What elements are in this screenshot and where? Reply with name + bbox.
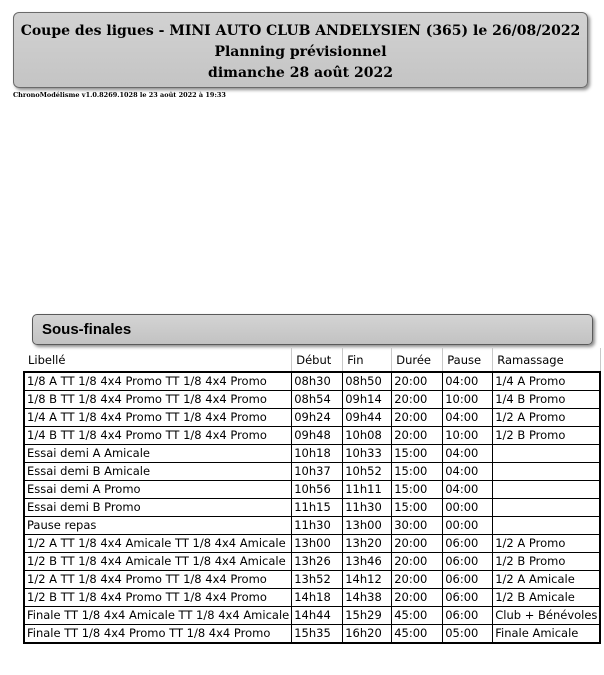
cell-ramassage: 1/4 B Promo: [493, 391, 601, 409]
cell-fin: 09h44: [343, 409, 392, 427]
cell-ramassage: [493, 517, 601, 535]
cell-ramassage: 1/2 B Promo: [493, 553, 601, 571]
cell-libelle: 1/2 B TT 1/8 4x4 Amicale TT 1/8 4x4 Amicale: [24, 553, 292, 571]
table-row: [24, 607, 600, 625]
cell-ramassage: 1/2 A Amicale: [493, 571, 601, 589]
cell-duree: 20:00: [392, 409, 443, 427]
document-title: Coupe des ligues - MINI AUTO CLUB ANDELYSIEN (365) le 26/08/2022: [20, 23, 581, 39]
cell-debut: 15h35: [292, 625, 343, 644]
cell-fin: 13h20: [343, 535, 392, 553]
table-row: [24, 372, 600, 391]
table-row: [24, 589, 600, 607]
cell-debut: 08h54: [292, 391, 343, 409]
table-row: [24, 553, 600, 571]
column-header-duree: Durée: [392, 348, 443, 372]
cell-fin: 14h38: [343, 589, 392, 607]
cell-pause: 06:00: [443, 571, 493, 589]
cell-libelle: 1/4 B TT 1/8 4x4 Promo TT 1/8 4x4 Promo: [24, 427, 292, 445]
schedule-body: [24, 372, 600, 643]
cell-pause: 04:00: [443, 372, 493, 391]
table-row: [24, 427, 600, 445]
cell-fin: 16h20: [343, 625, 392, 644]
cell-fin: 11h30: [343, 499, 392, 517]
cell-libelle: 1/8 B TT 1/8 4x4 Promo TT 1/8 4x4 Promo: [24, 391, 292, 409]
cell-ramassage: 1/4 A Promo: [493, 372, 601, 391]
cell-pause: 05:00: [443, 625, 493, 644]
column-header-libelle: Libellé: [24, 348, 292, 372]
cell-duree: 45:00: [392, 607, 443, 625]
cell-pause: 04:00: [443, 481, 493, 499]
cell-libelle: Essai demi B Promo: [24, 499, 292, 517]
cell-libelle: Essai demi A Amicale: [24, 445, 292, 463]
cell-duree: 30:00: [392, 517, 443, 535]
cell-debut: 09h24: [292, 409, 343, 427]
cell-duree: 20:00: [392, 553, 443, 571]
table-row: [24, 463, 600, 481]
cell-fin: 14h12: [343, 571, 392, 589]
section-title: Sous-finales: [42, 321, 132, 338]
cell-libelle: 1/2 B TT 1/8 4x4 Promo TT 1/8 4x4 Promo: [24, 589, 292, 607]
column-header-ramassage: Ramassage: [493, 348, 601, 372]
cell-duree: 15:00: [392, 499, 443, 517]
cell-debut: 09h48: [292, 427, 343, 445]
schedule-table: [23, 348, 601, 644]
cell-ramassage: [493, 499, 601, 517]
cell-debut: 10h56: [292, 481, 343, 499]
cell-duree: 20:00: [392, 427, 443, 445]
document-subtitle: Planning prévisionnel: [214, 44, 387, 60]
cell-libelle: Essai demi B Amicale: [24, 463, 292, 481]
table-row: [24, 391, 600, 409]
cell-fin: 15h29: [343, 607, 392, 625]
cell-fin: 10h52: [343, 463, 392, 481]
cell-libelle: Essai demi A Promo: [24, 481, 292, 499]
cell-pause: 10:00: [443, 427, 493, 445]
cell-ramassage: [493, 481, 601, 499]
cell-fin: 13h00: [343, 517, 392, 535]
cell-ramassage: 1/2 A Promo: [493, 409, 601, 427]
table-row: [24, 535, 600, 553]
cell-duree: 20:00: [392, 372, 443, 391]
cell-debut: 10h18: [292, 445, 343, 463]
cell-fin: 10h33: [343, 445, 392, 463]
cell-duree: 15:00: [392, 445, 443, 463]
cell-fin: 13h46: [343, 553, 392, 571]
cell-ramassage: Club + Bénévoles: [493, 607, 601, 625]
table-row: [24, 445, 600, 463]
cell-ramassage: Finale Amicale: [493, 625, 601, 644]
cell-ramassage: 1/2 B Amicale: [493, 589, 601, 607]
cell-libelle: 1/8 A TT 1/8 4x4 Promo TT 1/8 4x4 Promo: [24, 372, 292, 391]
cell-libelle: Pause repas: [24, 517, 292, 535]
cell-ramassage: [493, 463, 601, 481]
cell-debut: 13h52: [292, 571, 343, 589]
version-note: ChronoModélisme v1.0.8269.1028 le 23 août 2022 à 19:33: [13, 91, 226, 99]
cell-pause: 06:00: [443, 589, 493, 607]
cell-debut: 14h44: [292, 607, 343, 625]
cell-debut: 14h18: [292, 589, 343, 607]
cell-debut: 10h37: [292, 463, 343, 481]
table-row: [24, 499, 600, 517]
table-row: [24, 481, 600, 499]
table-header-row: [24, 348, 600, 372]
cell-duree: 20:00: [392, 571, 443, 589]
cell-pause: 04:00: [443, 409, 493, 427]
cell-fin: 10h08: [343, 427, 392, 445]
cell-libelle: 1/2 A TT 1/8 4x4 Promo TT 1/8 4x4 Promo: [24, 571, 292, 589]
cell-ramassage: 1/2 A Promo: [493, 535, 601, 553]
cell-duree: 20:00: [392, 535, 443, 553]
cell-debut: 13h00: [292, 535, 343, 553]
cell-pause: 06:00: [443, 607, 493, 625]
cell-pause: 00:00: [443, 499, 493, 517]
cell-pause: 04:00: [443, 445, 493, 463]
cell-debut: 08h30: [292, 372, 343, 391]
table-row: [24, 409, 600, 427]
cell-fin: 08h50: [343, 372, 392, 391]
cell-libelle: Finale TT 1/8 4x4 Promo TT 1/8 4x4 Promo: [24, 625, 292, 644]
cell-pause: 06:00: [443, 535, 493, 553]
cell-pause: 06:00: [443, 553, 493, 571]
column-header-fin: Fin: [343, 348, 392, 372]
table-row: [24, 571, 600, 589]
cell-ramassage: 1/2 B Promo: [493, 427, 601, 445]
cell-duree: 20:00: [392, 589, 443, 607]
cell-libelle: Finale TT 1/8 4x4 Amicale TT 1/8 4x4 Amicale: [24, 607, 292, 625]
cell-fin: 09h14: [343, 391, 392, 409]
cell-libelle: 1/2 A TT 1/8 4x4 Amicale TT 1/8 4x4 Amicale: [24, 535, 292, 553]
cell-fin: 11h11: [343, 481, 392, 499]
cell-pause: 00:00: [443, 517, 493, 535]
cell-debut: 11h15: [292, 499, 343, 517]
cell-duree: 20:00: [392, 391, 443, 409]
cell-duree: 45:00: [392, 625, 443, 644]
document-date: dimanche 28 août 2022: [208, 65, 393, 81]
table-row: [24, 517, 600, 535]
column-header-debut: Début: [292, 348, 343, 372]
cell-debut: 11h30: [292, 517, 343, 535]
column-header-pause: Pause: [443, 348, 493, 372]
table-row: [24, 625, 600, 644]
cell-pause: 10:00: [443, 391, 493, 409]
cell-ramassage: [493, 445, 601, 463]
section-header: [32, 314, 593, 345]
cell-duree: 15:00: [392, 463, 443, 481]
cell-debut: 13h26: [292, 553, 343, 571]
cell-pause: 04:00: [443, 463, 493, 481]
cell-libelle: 1/4 A TT 1/8 4x4 Promo TT 1/8 4x4 Promo: [24, 409, 292, 427]
document-header: [13, 12, 588, 88]
cell-duree: 15:00: [392, 481, 443, 499]
